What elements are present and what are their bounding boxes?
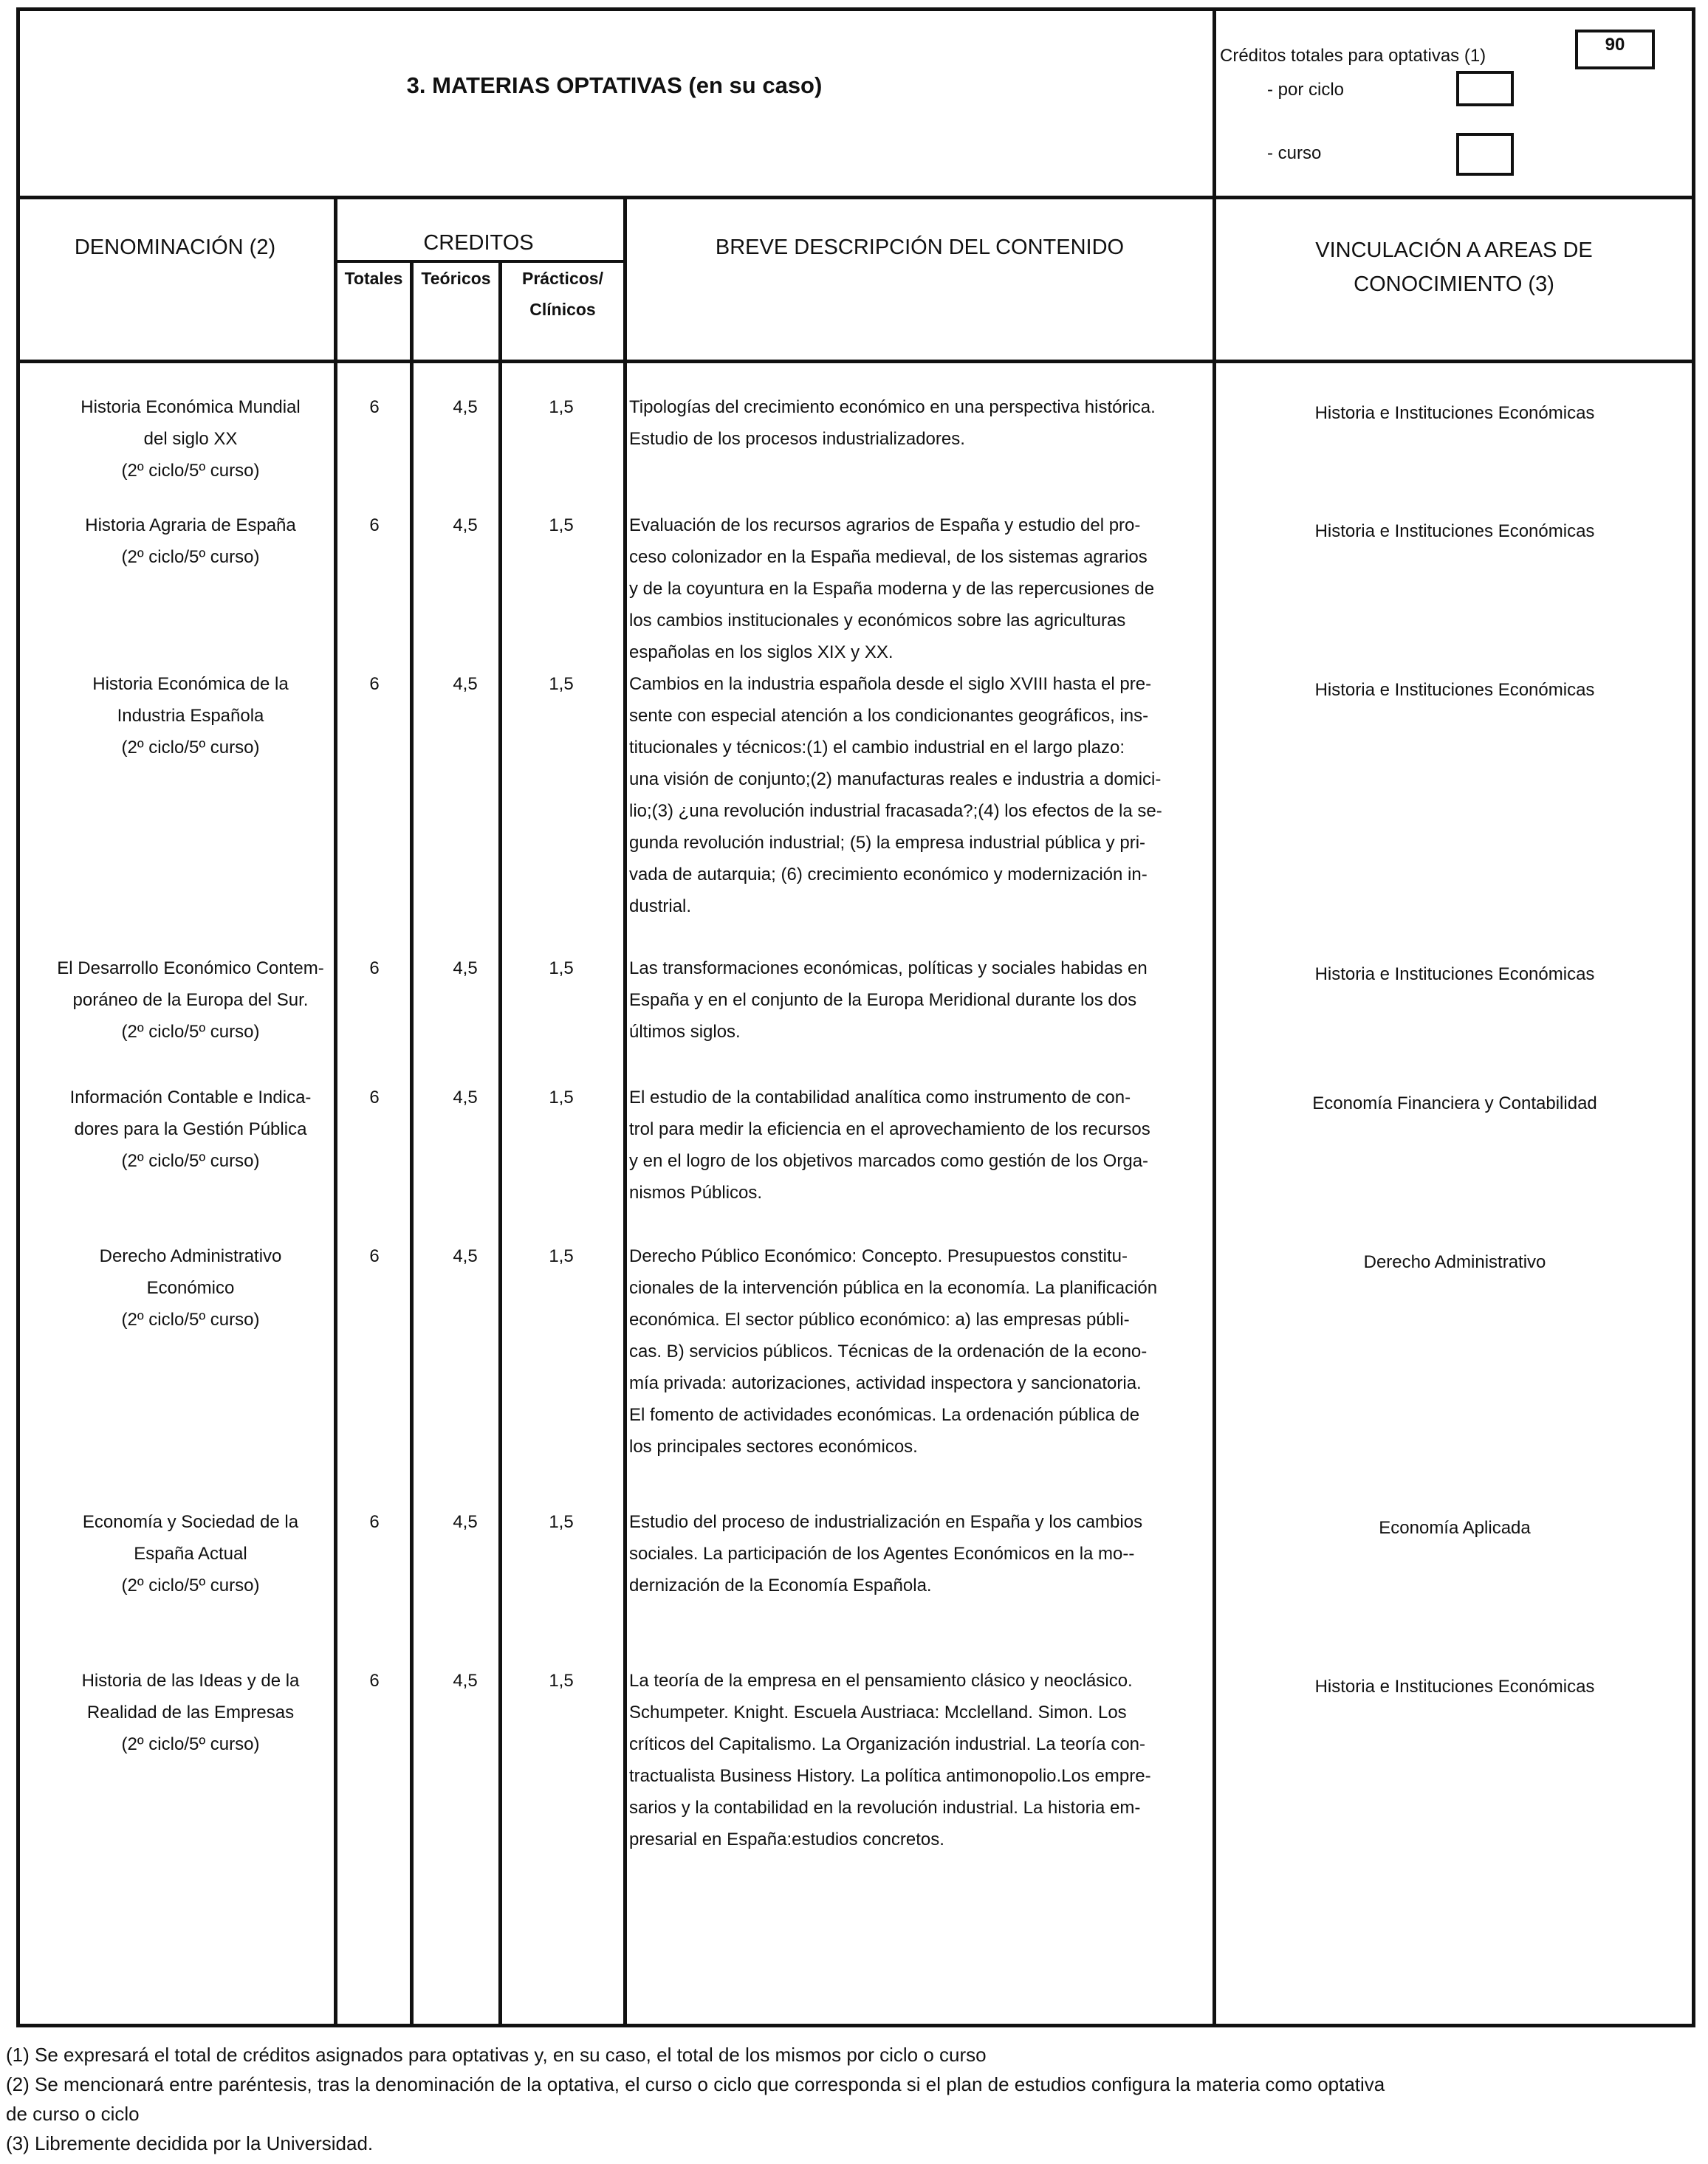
- footnote-3: (3) Libremente decidida por la Universidad.: [6, 2132, 374, 2154]
- creditos-teoricos: 4,5: [453, 674, 478, 694]
- description-line: Schumpeter. Knight. Escuela Austriaca: Mcclelland. Simon. Los: [629, 1703, 1127, 1722]
- header-box: [16, 7, 1695, 196]
- rule-col-area: [1213, 196, 1216, 2027]
- subject-name-line: Realidad de las Empresas: [86, 1703, 295, 1722]
- creditos-practicos: 1,5: [549, 397, 574, 417]
- subject-name-line: (2º ciclo/5º curso): [121, 738, 260, 758]
- curso-label: - curso: [1267, 143, 1322, 163]
- description-line: El estudio de la contabilidad analítica como instrumento de con-: [629, 1088, 1131, 1107]
- rule-col-tot: [410, 260, 414, 2027]
- description-line: Derecho Público Económico: Concepto. Presupuestos constitu-: [629, 1246, 1128, 1266]
- description-line: una visión de conjunto;(2) manufacturas reales e industria a domici-: [629, 769, 1162, 789]
- description-line: los cambios institucionales y económicos sobre las agriculturas: [629, 611, 1126, 631]
- description-line: tractualista Business History. La política antimonopolio.Los empre-: [629, 1766, 1151, 1786]
- knowledge-area: Historia e Instituciones Económicas: [1314, 1677, 1595, 1697]
- description-line: El fomento de actividades económicas. La ordenación pública de: [629, 1405, 1140, 1425]
- subject-name-line: Información Contable e Indica-: [69, 1088, 312, 1107]
- creditos-practicos: 1,5: [549, 958, 574, 978]
- description-line: y en el logro de los objetivos marcados como gestión de los Orga-: [629, 1151, 1149, 1171]
- description-line: vada de autarquia; (6) crecimiento económico y modernización in-: [629, 865, 1148, 885]
- subject-name-line: (2º ciclo/5º curso): [121, 1576, 260, 1595]
- creditos-teoricos: 4,5: [453, 1246, 478, 1266]
- subject-name-line: (2º ciclo/5º curso): [121, 1734, 260, 1754]
- knowledge-area: Historia e Instituciones Económicas: [1314, 964, 1595, 984]
- subject-name-line: (2º ciclo/5º curso): [121, 1022, 260, 1042]
- footnote-1: (1) Se expresará el total de créditos asignados para optativas y, en su caso, el total de los mismos por ciclo o curso: [6, 2044, 987, 2066]
- subject-name-line: del siglo XX: [143, 429, 238, 449]
- subject-name: [35, 509, 346, 573]
- creditos-totales: 6: [369, 1246, 380, 1266]
- creditos-teoricos: 4,5: [453, 958, 478, 978]
- col-descripcion: BREVE DESCRIPCIÓN DEL CONTENIDO: [715, 236, 1125, 259]
- subject-name: [35, 1240, 346, 1336]
- description-line: España y en el conjunto de la Europa Meridional durante los dos: [629, 990, 1137, 1010]
- rule-table-bottom: [16, 2024, 1695, 2027]
- subject-name-line: (2º ciclo/5º curso): [121, 1310, 260, 1330]
- creditos-practicos: 1,5: [549, 674, 574, 694]
- creditos-practicos: 1,5: [549, 1512, 574, 1532]
- description-line: ceso colonizador en la España medieval, de los sistemas agrarios: [629, 547, 1148, 567]
- header-divider: [1213, 7, 1216, 196]
- col-vinculacion-1: VINCULACIÓN A AREAS DE: [1315, 238, 1593, 262]
- description-line: Tipologías del crecimiento económico en una perspectiva histórica.: [629, 397, 1156, 417]
- subject-name-line: dores para la Gestión Pública: [74, 1119, 307, 1139]
- description-line: cas. B) servicios públicos. Técnicas de la ordenación de la econo-: [629, 1342, 1148, 1361]
- subject-name: [35, 1665, 346, 1760]
- content-description: [629, 1082, 1213, 1209]
- creditos-teoricos: 4,5: [453, 1088, 478, 1107]
- description-line: sarios y la contabilidad en la revolución industrial. La historia em-: [629, 1798, 1141, 1818]
- rule-colhead-bottom: [16, 360, 1695, 363]
- description-line: nismos Públicos.: [629, 1183, 763, 1203]
- creditos-totales: 6: [369, 958, 380, 978]
- description-line: cionales de la intervención pública en la economía. La planificación: [629, 1278, 1158, 1298]
- rule-col-desc: [623, 196, 627, 2027]
- description-line: dernización de la Economía Española.: [629, 1576, 932, 1595]
- por-ciclo-box: [1456, 71, 1514, 106]
- creditos-totales-value: 90: [1575, 30, 1655, 69]
- subject-name-line: Economía y Sociedad de la: [82, 1512, 299, 1532]
- creditos-teoricos: 4,5: [453, 1512, 478, 1532]
- description-line: titucionales y técnicos:(1) el cambio industrial en el largo plazo:: [629, 738, 1125, 758]
- knowledge-area: Historia e Instituciones Económicas: [1314, 521, 1595, 541]
- footnotes: [6, 2040, 1697, 2158]
- col-vinculacion-2: CONOCIMIENTO (3): [1354, 272, 1554, 296]
- subject-name: [35, 668, 346, 763]
- col-teoricos: Teóricos: [421, 269, 491, 288]
- subject-name-line: poráneo de la Europa del Sur.: [72, 990, 309, 1010]
- creditos-totales: 6: [369, 1671, 380, 1691]
- subject-name-line: Industria Española: [117, 706, 264, 726]
- subject-name: [35, 1082, 346, 1177]
- col-creditos: CREDITOS: [423, 231, 534, 255]
- creditos-teoricos: 4,5: [453, 397, 478, 417]
- creditos-totales-label: Créditos totales para optativas (1): [1220, 46, 1486, 66]
- content-description: [629, 1240, 1213, 1463]
- content-description: [629, 391, 1213, 455]
- content-description: [629, 952, 1213, 1048]
- content-description: [629, 1665, 1213, 1855]
- description-line: Cambios en la industria española desde el siglo XVIII hasta el pre-: [629, 674, 1152, 694]
- description-line: dustrial.: [629, 896, 692, 916]
- description-line: sente con especial atención a los condicionantes geográficos, ins-: [629, 706, 1149, 726]
- knowledge-area: Derecho Administrativo: [1363, 1252, 1546, 1272]
- rule-left: [16, 196, 20, 2027]
- subject-name-line: Historia de las Ideas y de la: [81, 1671, 300, 1691]
- rule-header-bottom: [16, 196, 1695, 199]
- creditos-teoricos: 4,5: [453, 515, 478, 535]
- content-description: [629, 1506, 1213, 1601]
- col-denominacion: DENOMINACIÓN (2): [74, 236, 276, 259]
- creditos-totales: 6: [369, 515, 380, 535]
- description-line: Las transformaciones económicas, políticas y sociales habidas en: [629, 958, 1148, 978]
- creditos-totales: 6: [369, 1088, 380, 1107]
- footnote-2: (2) Se mencionará entre paréntesis, tras la denominación de la optativa, el curso o ciclo que corresponda si el plan de estudios configura la materia como optativa: [6, 2073, 1385, 2095]
- creditos-practicos: 1,5: [549, 1246, 574, 1266]
- description-line: los principales sectores económicos.: [629, 1437, 918, 1457]
- description-line: últimos siglos.: [629, 1022, 741, 1042]
- subject-name-line: España Actual: [134, 1544, 247, 1564]
- creditos-totales: 6: [369, 397, 380, 417]
- subject-name-line: Económico: [146, 1278, 235, 1298]
- description-line: mía privada: autorizaciones, actividad inspectora y sancionatoria.: [629, 1373, 1142, 1393]
- footnote-2-cont: de curso o ciclo: [6, 2103, 140, 2125]
- subject-name-line: El Desarrollo Económico Contem-: [57, 958, 324, 978]
- content-description: [629, 668, 1213, 922]
- description-line: trol para medir la eficiencia en el aprovechamiento de los recursos: [629, 1119, 1150, 1139]
- description-line: Estudio de los procesos industrializadores.: [629, 429, 965, 449]
- description-line: críticos del Capitalismo. La Organización industrial. La teoría con-: [629, 1734, 1145, 1754]
- subject-name: [35, 1506, 346, 1601]
- subject-name-line: (2º ciclo/5º curso): [121, 461, 260, 481]
- subject-name-line: (2º ciclo/5º curso): [121, 547, 260, 567]
- knowledge-area: Economía Aplicada: [1379, 1518, 1531, 1538]
- subject-name: [35, 952, 346, 1048]
- creditos-totales: 6: [369, 674, 380, 694]
- rule-right: [1692, 196, 1695, 2027]
- knowledge-area: Economía Financiera y Contabilidad: [1312, 1093, 1597, 1113]
- creditos-practicos: 1,5: [549, 515, 574, 535]
- description-line: Evaluación de los recursos agrarios de España y estudio del pro-: [629, 515, 1141, 535]
- subject-name-line: (2º ciclo/5º curso): [121, 1151, 260, 1171]
- subject-name: [35, 391, 346, 487]
- description-line: sociales. La participación de los Agentes Económicos en la mo--: [629, 1544, 1135, 1564]
- subject-name-line: Historia Agraria de España: [85, 515, 296, 535]
- por-ciclo-label: - por ciclo: [1267, 80, 1345, 100]
- creditos-practicos: 1,5: [549, 1671, 574, 1691]
- subject-name-line: Derecho Administrativo: [99, 1246, 282, 1266]
- creditos-teoricos: 4,5: [453, 1671, 478, 1691]
- description-line: gunda revolución industrial; (5) la empresa industrial pública y pri-: [629, 833, 1146, 853]
- creditos-totales: 6: [369, 1512, 380, 1532]
- content-description: [629, 509, 1213, 668]
- page-title: 3. MATERIAS OPTATIVAS (en su caso): [406, 72, 823, 98]
- knowledge-area: Historia e Instituciones Económicas: [1314, 680, 1595, 700]
- col-practicos-2: Clínicos: [529, 300, 596, 319]
- description-line: La teoría de la empresa en el pensamiento clásico y neoclásico.: [629, 1671, 1133, 1691]
- creditos-practicos: 1,5: [549, 1088, 574, 1107]
- description-line: económica. El sector público económico: a) las empresas públi-: [629, 1310, 1130, 1330]
- col-practicos-1: Prácticos/: [522, 269, 603, 288]
- knowledge-area: Historia e Instituciones Económicas: [1314, 403, 1595, 423]
- description-line: y de la coyuntura en la España moderna y de las repercusiones de: [629, 579, 1155, 599]
- col-totales: Totales: [344, 269, 403, 288]
- curso-box: [1456, 133, 1514, 176]
- subject-name-line: Historia Económica Mundial: [80, 397, 301, 417]
- description-line: presarial en España:estudios concretos.: [629, 1830, 944, 1849]
- subject-name-line: Historia Económica de la: [92, 674, 289, 694]
- description-line: Estudio del proceso de industrialización en España y los cambios: [629, 1512, 1143, 1532]
- description-line: españolas en los siglos XIX y XX.: [629, 642, 894, 662]
- description-line: lio;(3) ¿una revolución industrial fracasada?;(4) los efectos de la se-: [629, 801, 1162, 821]
